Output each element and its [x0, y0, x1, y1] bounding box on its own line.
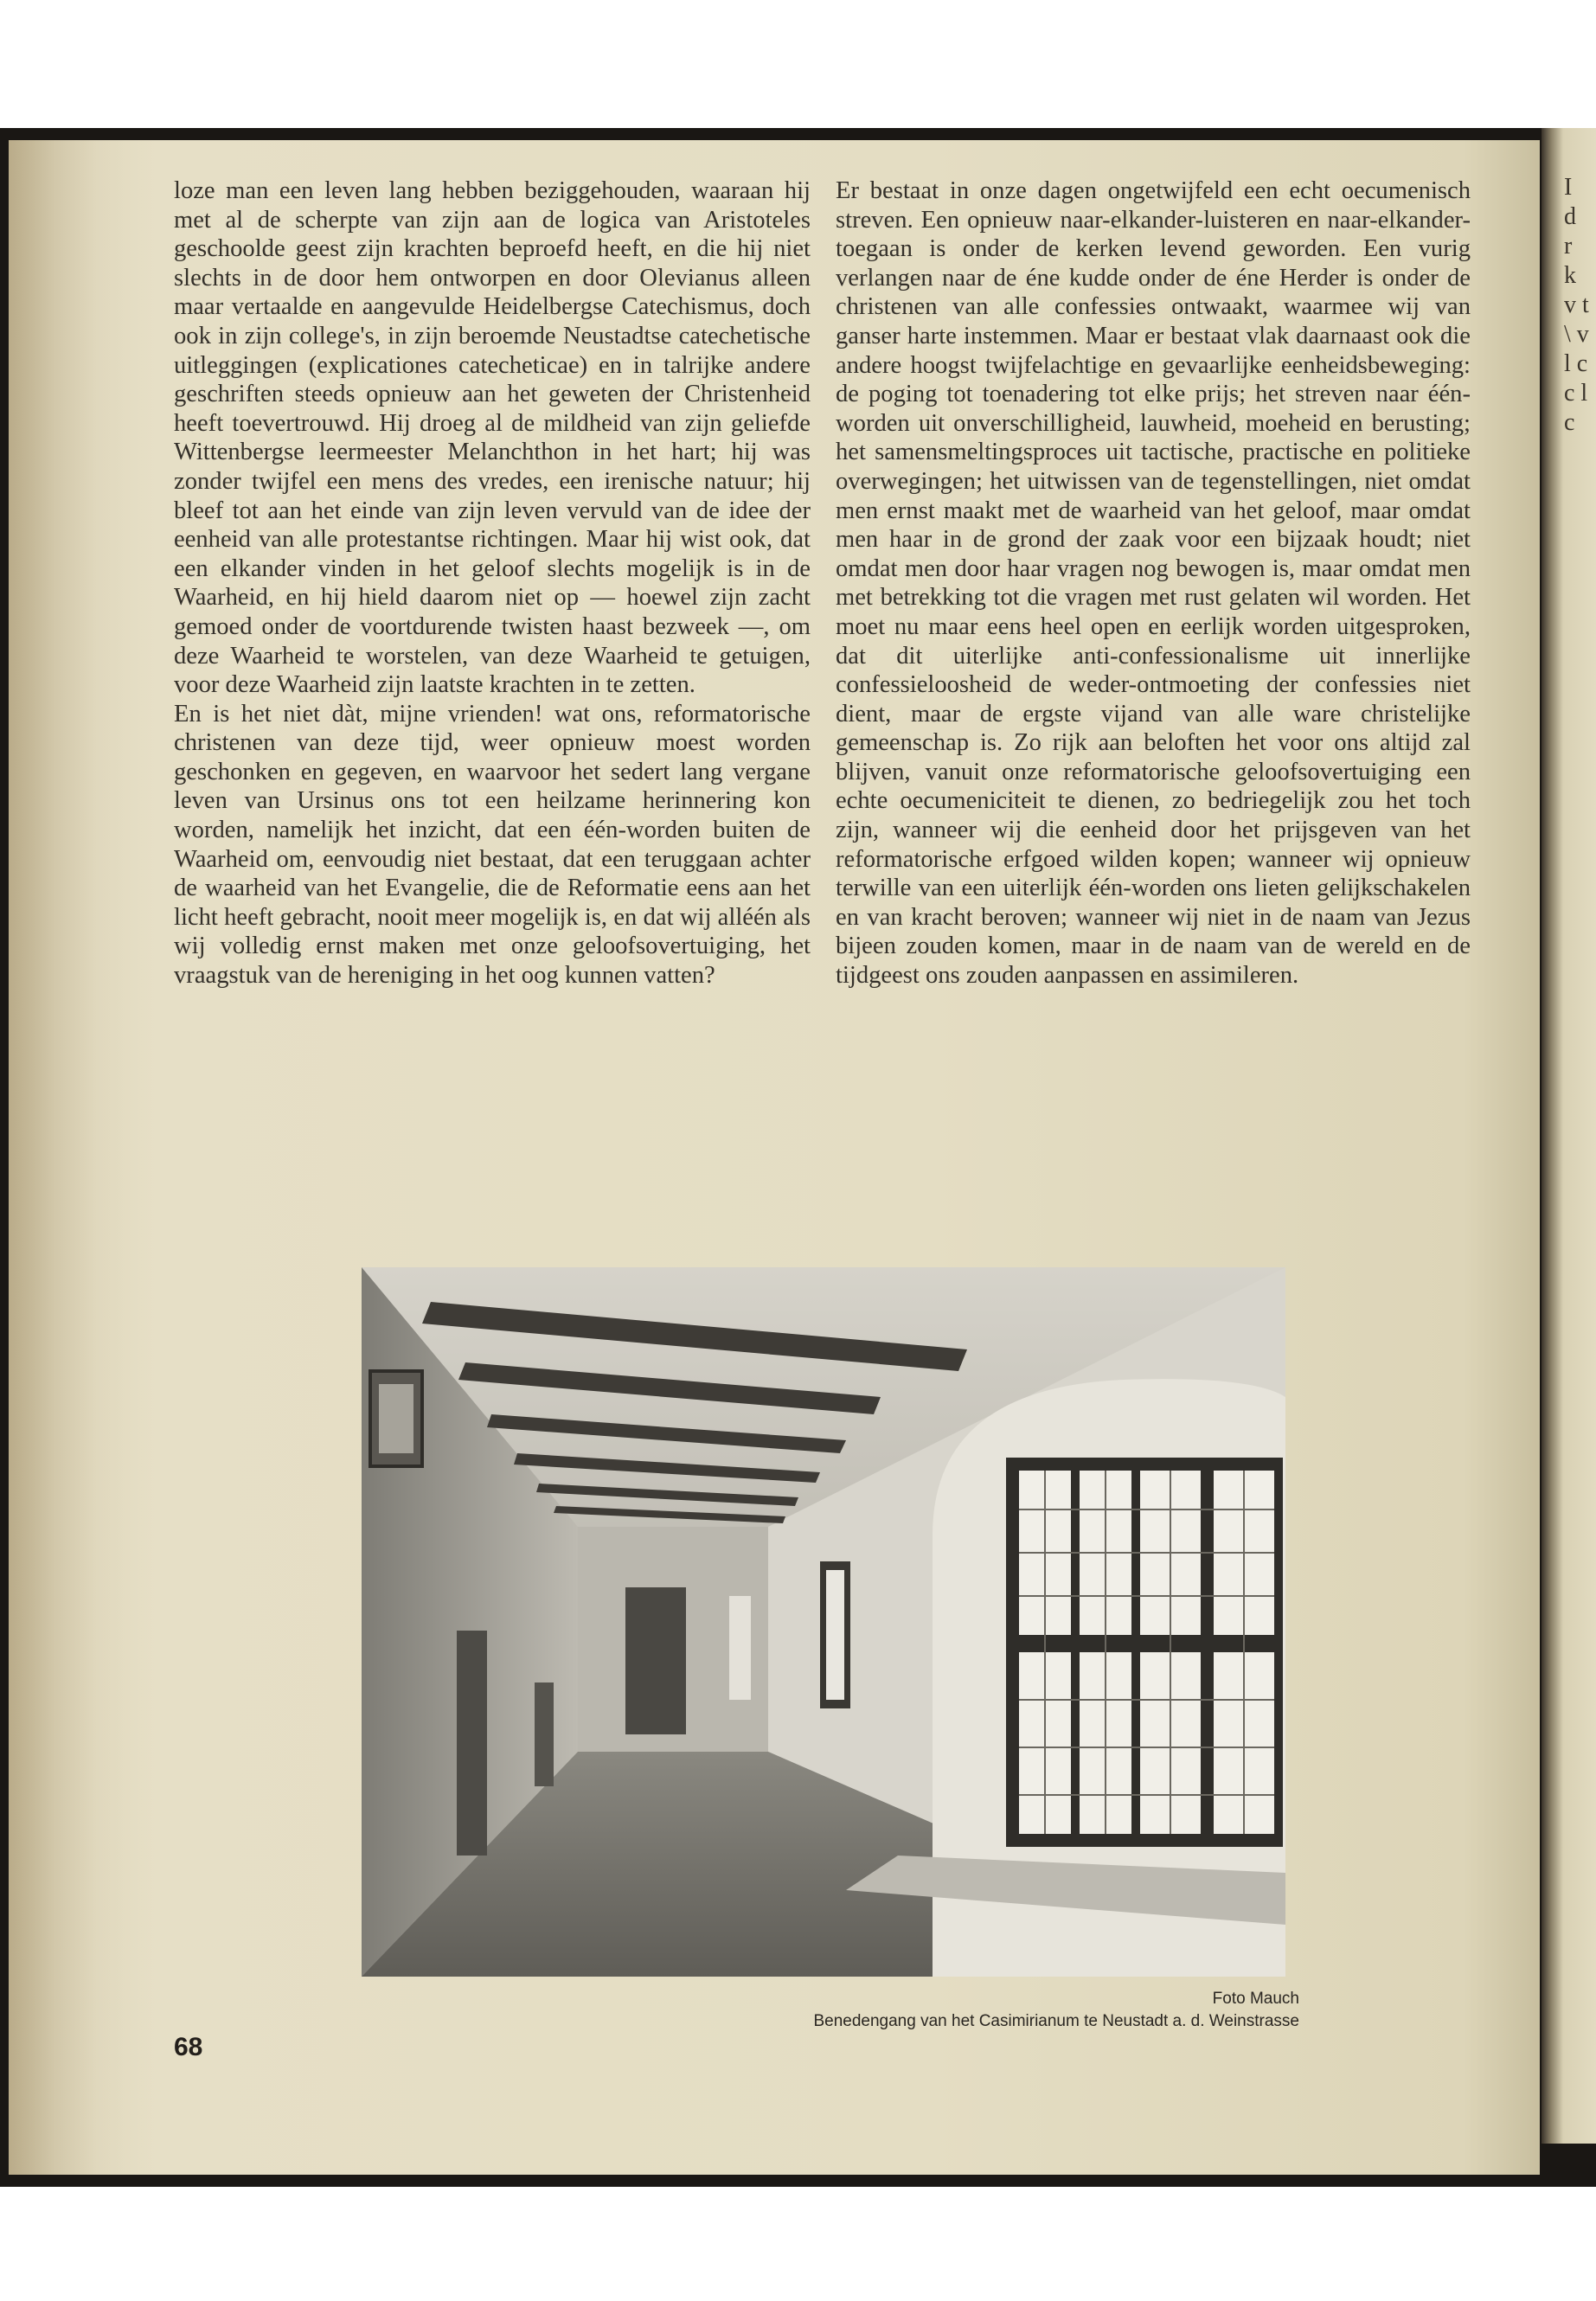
photo-caption: Benedengang van het Casimirianum te Neustadt a. d. Weinstrasse — [813, 2012, 1299, 2030]
right-paragraph-1: Er bestaat in onze dagen ongetwijfeld een echt oecumenisch streven. Een opnieuw naar-elkander-luisteren en naar-elkander-toegaan is onder de kerken levend geworden. Een vurig verlangen naar de éne kudde onder de éne Herder is onder de christenen van alle confessies ontwaakt, waarmee wij van ganser harte instemmen. Maar er bestaat vlak daarnaast ook die andere hoogst twijfelachtige en gevaarlijke eenheidsbeweging: de poging tot toenadering tot elke prijs; het streven naar één-worden uit onverschilligheid, lauwheid, moeheid en berusting; het samensmeltingsproces uit tactische, practische en politieke overwegingen; het uitwissen van de tegenstellingen, niet omdat men ernst maakt met de waarheid van het geloof, maar omdat men haar in de grond der zaak voor een bijzaak houdt; niet omdat men door haar vragen nog bewogen is, maar omdat men met betrekking tot die vragen met rust gelaten wil worden. Het moet nu maar eens heel open en eerlijk worden uitgesproken, dat dit uiterlijke anti-confessionalisme uit innerlijke confessieloosheid de weder-ontmoeting der confessies niet dient, maar de ergste vijand van alle ware christelijke gemeenschap is. Zo rijk aan beloften het voor ons altijd zal blijven, vanuit onze reformatorische geloofsovertuiging een echte oecumeniciteit te dienen, zo bedriegelijk zou het toch zijn, wanneer wij die eenheid door het prijsgeven van het reformatorische erfgoed wilden kopen; wanneer wij opnieuw terwille van een uiterlijk één-worden ons lieten gelijkschakelen en van kracht beroven; wanneer wij niet in de naam van Jezus bijeen zouden komen, maar in de naam van de wereld en de tijdgeest ons zouden aanpassen en assimileren. — [836, 177, 1471, 990]
page-number: 68 — [174, 2033, 203, 2061]
photo-credit: Foto Mauch — [1212, 1990, 1299, 2008]
right-text-column — [836, 176, 1471, 990]
adjacent-page-text: I d r k v t \ v l c c l c — [1564, 174, 1589, 436]
corridor-photo-illustration — [362, 1267, 1285, 1977]
page-gutter-shadow — [9, 140, 156, 2175]
corridor-photograph — [362, 1267, 1285, 1977]
left-text-column — [174, 176, 811, 990]
left-paragraph-2: En is het niet dàt, mijne vrienden! wat ons, reformatorische christenen van deze tijd, weer opnieuw moest worden geschonken en gegeven, en waarvoor het sedert lang vergane leven van Ursinus ons tot een heilzame herinnering kon worden, namelijk het inzicht, dat een één-worden buiten de Waarheid om, eenvoudig niet bestaat, dat een teruggaan achter de waarheid van het Evangelie, die de Reformatie eens aan het licht heeft gebracht, nooit meer mogelijk is, en dat wij alléén als wij volledig ernst maken met onze geloofsovertuiging, het vraagstuk van de hereniging in het oog kunnen vatten? — [174, 700, 811, 990]
left-paragraph-1: loze man een leven lang hebben beziggehouden, waaraan hij met al de scherpte van zijn aan de logica van Aristoteles geschoolde geest zijn krachten beproefd heeft, en die hij niet slechts in de door hem ontworpen en door Olevianus alleen maar vertaalde en aangevulde Heidelbergse Catechismus, doch ook in zijn college's, in zijn beroemde Neustadtse catechetische uitleggingen (explicationes catecheticae) en in talrijke andere geschriften steeds opnieuw aan het geweten der Christenheid heeft toevertrouwd. Hij droeg al de mildheid van zijn geliefde Wittenbergse leermeester Melanchthon in het hart; hij was zonder twijfel een mens des vredes, een irenische natuur; hij bleef tot aan het einde van zijn leven vervuld van de idee der eenheid van alle protestantse richtingen. Maar hij wist ook, dat een elkander vinden in het geloof slechts mogelijk is in de Waarheid, en hij hield daarom niet op — hoewel zijn zacht gemoed onder de voortdurende twisten haast bezweek —, om deze Waarheid te worstelen, van deze Waarheid te getuigen, voor deze Waarheid zijn laatste krachten in te zetten. — [174, 177, 811, 699]
